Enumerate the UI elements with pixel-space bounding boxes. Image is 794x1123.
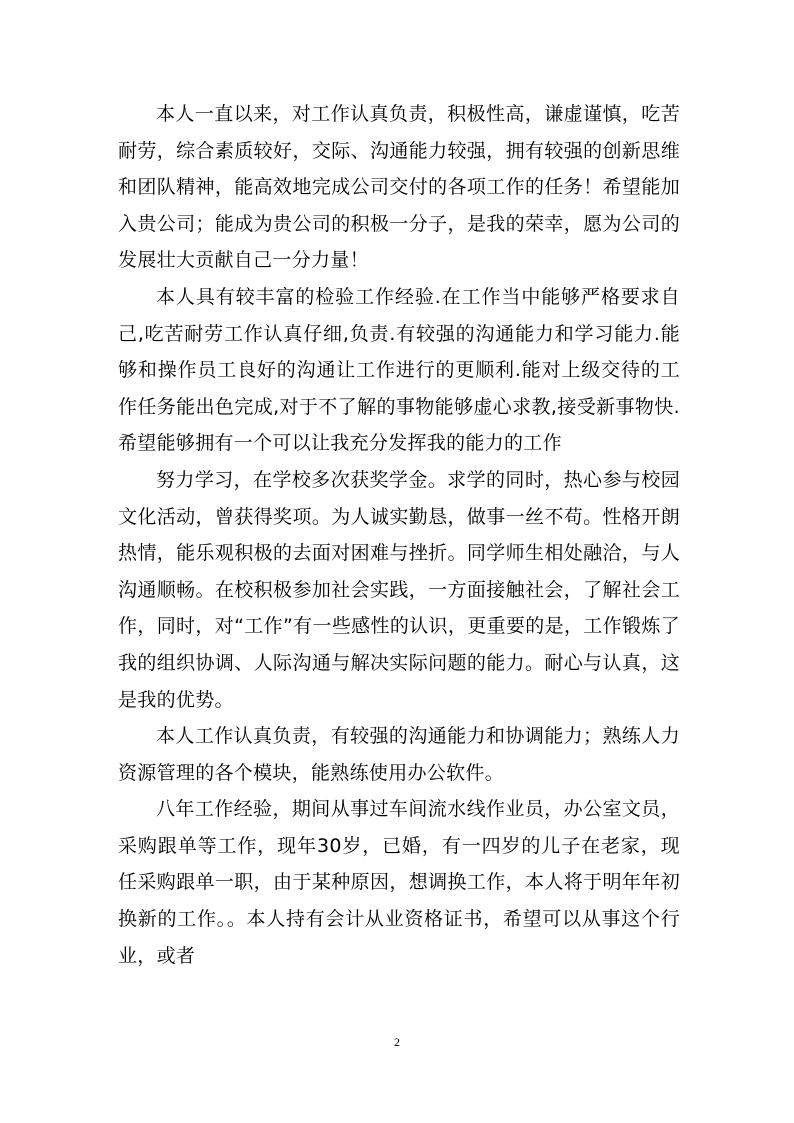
page-number: 2	[394, 1035, 400, 1049]
paragraph-3: 努力学习，在学校多次获奖学金。求学的同时，热心参与校园文化活动，曾获得奖项。为人诚实勤恳，做事一丝不苟。性格开朗热情，能乐观积极的去面对困难与挫折。同学师生相处融洽，与人沟通顺畅。在校积极参加社会实践，一方面接触社会，了解社会工作，同时，对“工作”有一些感性的认识，更重要的是，工作锻炼了我的组织协调、人际沟通与解决实际问题的能力。耐心与认真，这是我的优势。	[118, 468, 680, 711]
paragraph-4: 本人工作认真负责，有较强的沟通能力和协调能力；熟练人力资源管理的各个模块，能熟练使用办公软件。	[118, 725, 680, 784]
paragraph-1: 本人一直以来，对工作认真负责，积极性高，谦虚谨慎，吃苦耐劳，综合素质较好，交际、沟通能力较强，拥有较强的创新思维和团队精神，能高效地完成公司交付的各项工作的任务！希望能加入贵公司；能成为贵公司的积极一分子，是我的荣幸，愿为公司的发展壮大贡献自己一分力量！	[118, 103, 680, 272]
paragraph-5: 八年工作经验，期间从事过车间流水线作业员，办公室文员，采购跟单等工作，现年30岁，已婚，有一四岁的儿子在老家，现任采购跟单一职，由于某种原因，想调换工作，本人将于明年年初换新的工作。。本人持有会计从业资格证书，希望可以从事这个行业，或者	[118, 798, 680, 967]
body-text	[118, 96, 680, 974]
paragraph-2: 本人具有较丰富的检验工作经验.在工作当中能够严格要求自己,吃苦耐劳工作认真仔细,负责.有较强的沟通能力和学习能力.能够和操作员工良好的沟通让工作进行的更顺利.能对上级交待的工作任务能出色完成,对于不了解的事物能够虚心求教,接受新事物快.希望能够拥有一个可以让我充分发挥我的能力的工作	[118, 285, 680, 455]
